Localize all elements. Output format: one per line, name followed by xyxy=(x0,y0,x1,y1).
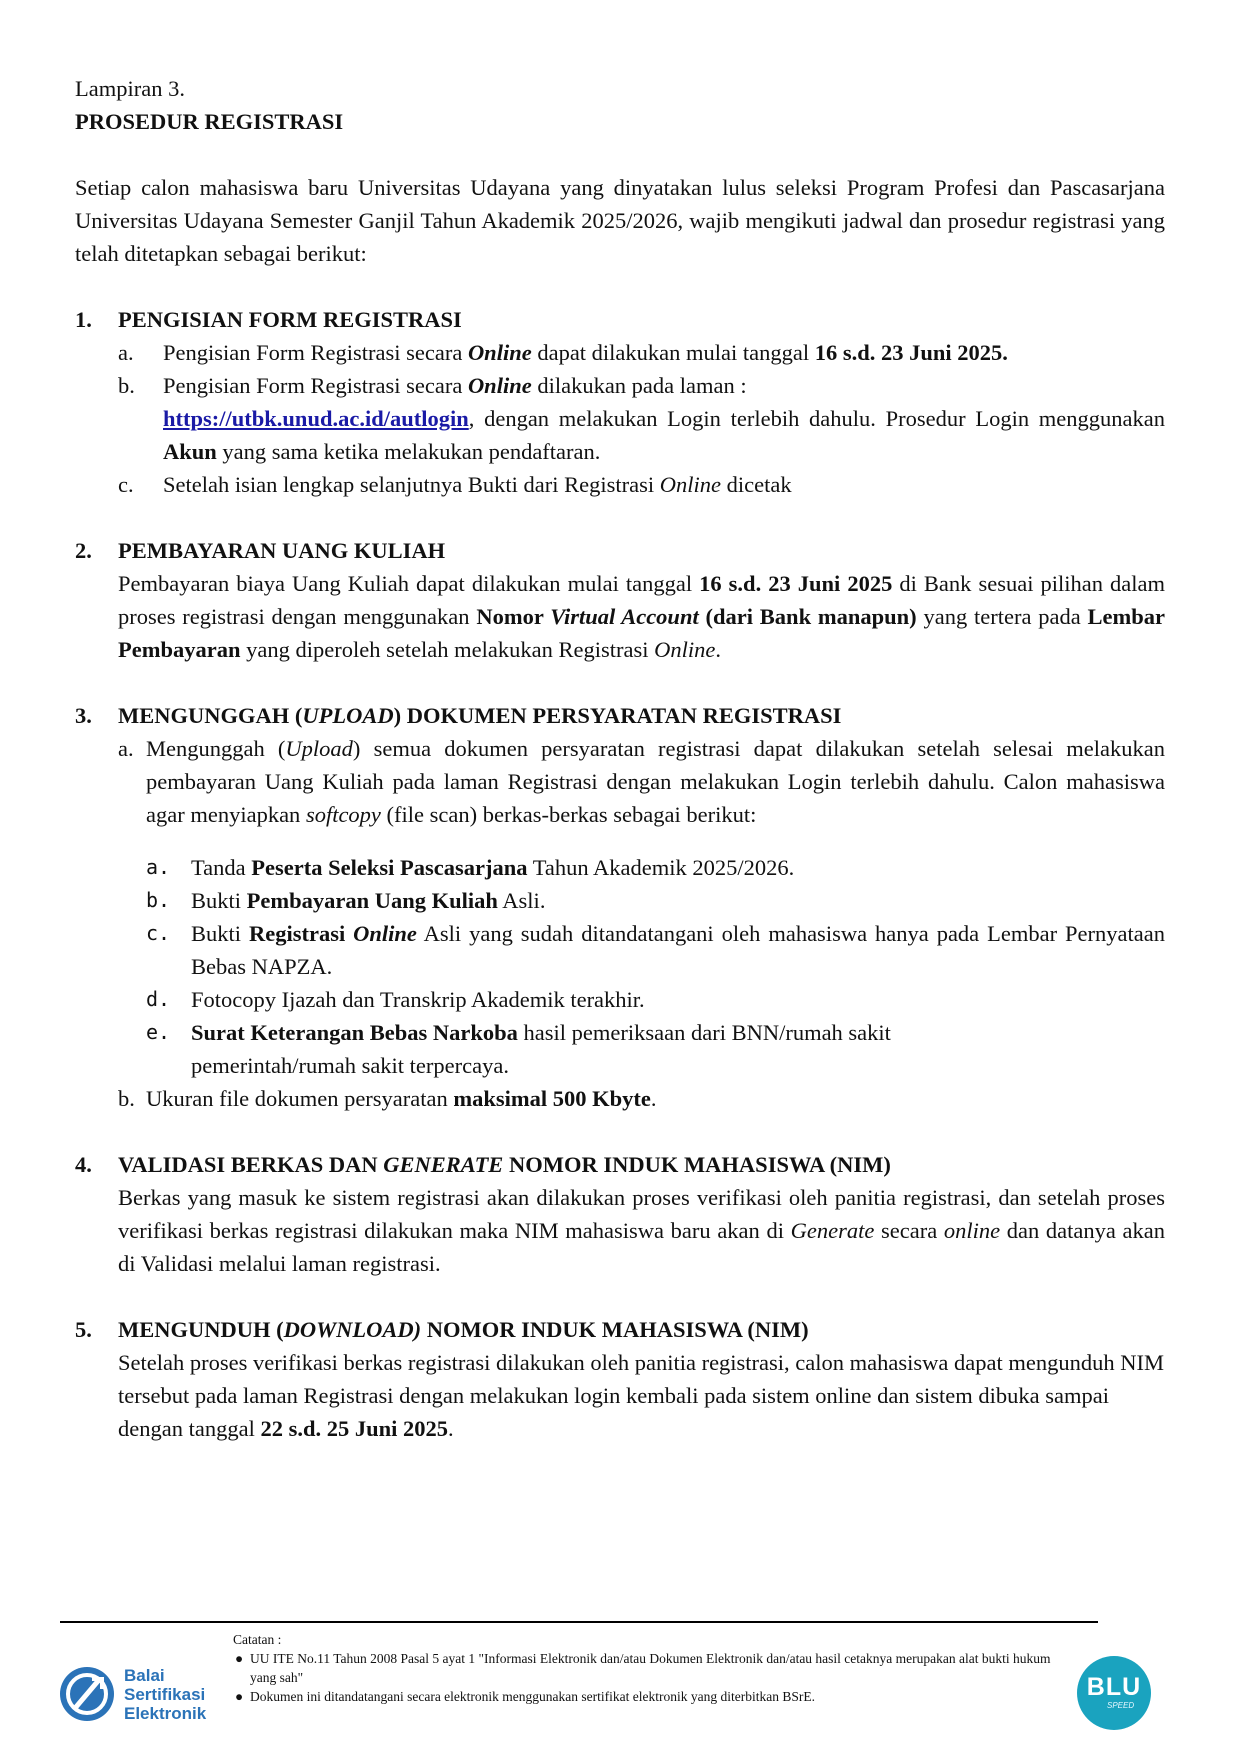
requirement-item: a. Tanda Peserta Seleksi Pascasarjana Tahun Akademik 2025/2026. xyxy=(146,855,795,880)
section-1-item-b: b. Pengisian Form Registrasi secara Online dilakukan pada laman : https://utbk.unud.ac.id/autlogin, dengan melakukan Login terlebih dahulu. Prosedur Login menggunakan Akun yang sama ketika melakukan pendaftaran. xyxy=(118,373,1165,464)
section-2-heading: 2. PEMBAYARAN UANG KULIAH xyxy=(75,538,446,563)
section-2-body: Pembayaran biaya Uang Kuliah dapat dilakukan mulai tanggal 16 s.d. 23 Juni 2025 di Bank sesuai pilihan dalam proses registrasi dengan menggunakan Nomor Virtual Account (dari Bank manapun) yang tertera pada Lembar Pembayaran yang diperoleh setelah melakukan Registrasi Online. xyxy=(118,571,1165,662)
section-1-item-c: c. Setelah isian lengkap selanjutnya Bukti dari Registrasi Online dicetak xyxy=(118,472,792,497)
section-3-item-a: a. Mengunggah (Upload) semua dokumen persyaratan registrasi dapat dilakukan setelah selesai melakukan pembayaran Uang Kuliah pada laman Registrasi dengan melakukan Login terlebih dahulu. Calon mahasiswa agar menyiapkan softcopy (file scan) berkas-berkas sebagai berikut: xyxy=(118,736,1165,827)
footer-notes xyxy=(233,1630,1063,1706)
bsre-logo xyxy=(58,1665,206,1723)
section-1-heading: 1. PENGISIAN FORM REGISTRASI xyxy=(75,307,462,332)
section-4-body: Berkas yang masuk ke sistem registrasi akan dilakukan proses verifikasi oleh panitia registrasi, dan setelah proses verifikasi berkas registrasi dilakukan maka NIM mahasiswa baru akan di Generate secara online dan datanya akan di Validasi melalui laman registrasi. xyxy=(118,1185,1166,1276)
section-5-heading: 5. MENGUNDUH (DOWNLOAD) NOMOR INDUK MAHASISWA (NIM) xyxy=(75,1317,809,1342)
requirement-item: e. Surat Keterangan Bebas Narkoba hasil pemeriksaan dari BNN/rumah sakit pemerintah/rumah sakit terpercaya. xyxy=(146,1020,891,1078)
lampiran-label: Lampiran 3. xyxy=(75,76,185,101)
document-page xyxy=(75,72,1165,1445)
section-3-item-b: b. Ukuran file dokumen persyaratan maksimal 500 Kbyte. xyxy=(118,1086,657,1111)
requirement-item: c. Bukti Registrasi Online Asli yang sudah ditandatangani oleh mahasiswa hanya pada Lembar Pernyataan Bebas NAPZA. xyxy=(146,921,1165,979)
bullet-icon: ● xyxy=(235,1689,244,1704)
note-item: ● Dokumen ini ditandatangani secara elektronik menggunakan sertifikat elektronik yang diterbitkan BSrE. xyxy=(235,1689,815,1704)
requirement-item: b. Bukti Pembayaran Uang Kuliah Asli. xyxy=(146,888,546,913)
bsre-wordmark: Balai Sertifikasi Elektronik xyxy=(124,1665,207,1723)
section-5-body: Setelah proses verifikasi berkas registrasi dilakukan oleh panitia registrasi, calon mahasiswa dapat mengunduh NIM tersebut pada laman Registrasi dengan melakukan login kembali pada sistem online dan sistem dibuka sampai dengan tanggal 22 s.d. 25 Juni 2025. xyxy=(118,1350,1164,1441)
footer xyxy=(0,1623,1241,1755)
blu-speed-logo: BLU SPEED xyxy=(1077,1656,1151,1730)
page-title: PROSEDUR REGISTRASI xyxy=(75,109,344,134)
section-3-heading: 3. MENGUNGGAH (UPLOAD) DOKUMEN PERSYARATAN REGISTRASI xyxy=(75,703,842,728)
section-1-item-a: a. Pengisian Form Registrasi secara Online dapat dilakukan mulai tanggal 16 s.d. 23 Juni 2025. xyxy=(118,340,1008,365)
bullet-icon: ● xyxy=(235,1651,244,1666)
registration-login-link[interactable]: https://utbk.unud.ac.id/autlogin xyxy=(163,406,469,431)
note-item: ● UU ITE No.11 Tahun 2008 Pasal 5 ayat 1 "Informasi Elektronik dan/atau Dokumen Elektronik dan/atau hasil cetaknya merupakan alat bukti hukum yang sah" xyxy=(235,1651,1051,1685)
notes-label: Catatan : xyxy=(233,1632,282,1647)
bsre-emblem-icon xyxy=(58,1665,116,1723)
intro-paragraph: Setiap calon mahasiswa baru Universitas Udayana yang dinyatakan lulus seleksi Program Profesi dan Pascasarjana Universitas Udayana Semester Ganjil Tahun Akademik 2025/2026, wajib mengikuti jadwal dan prosedur registrasi yang telah ditetapkan sebagai berikut: xyxy=(75,175,1165,266)
section-4-heading: 4. VALIDASI BERKAS DAN GENERATE NOMOR INDUK MAHASISWA (NIM) xyxy=(75,1152,891,1177)
requirement-item: d. Fotocopy Ijazah dan Transkrip Akademik terakhir. xyxy=(146,987,645,1012)
